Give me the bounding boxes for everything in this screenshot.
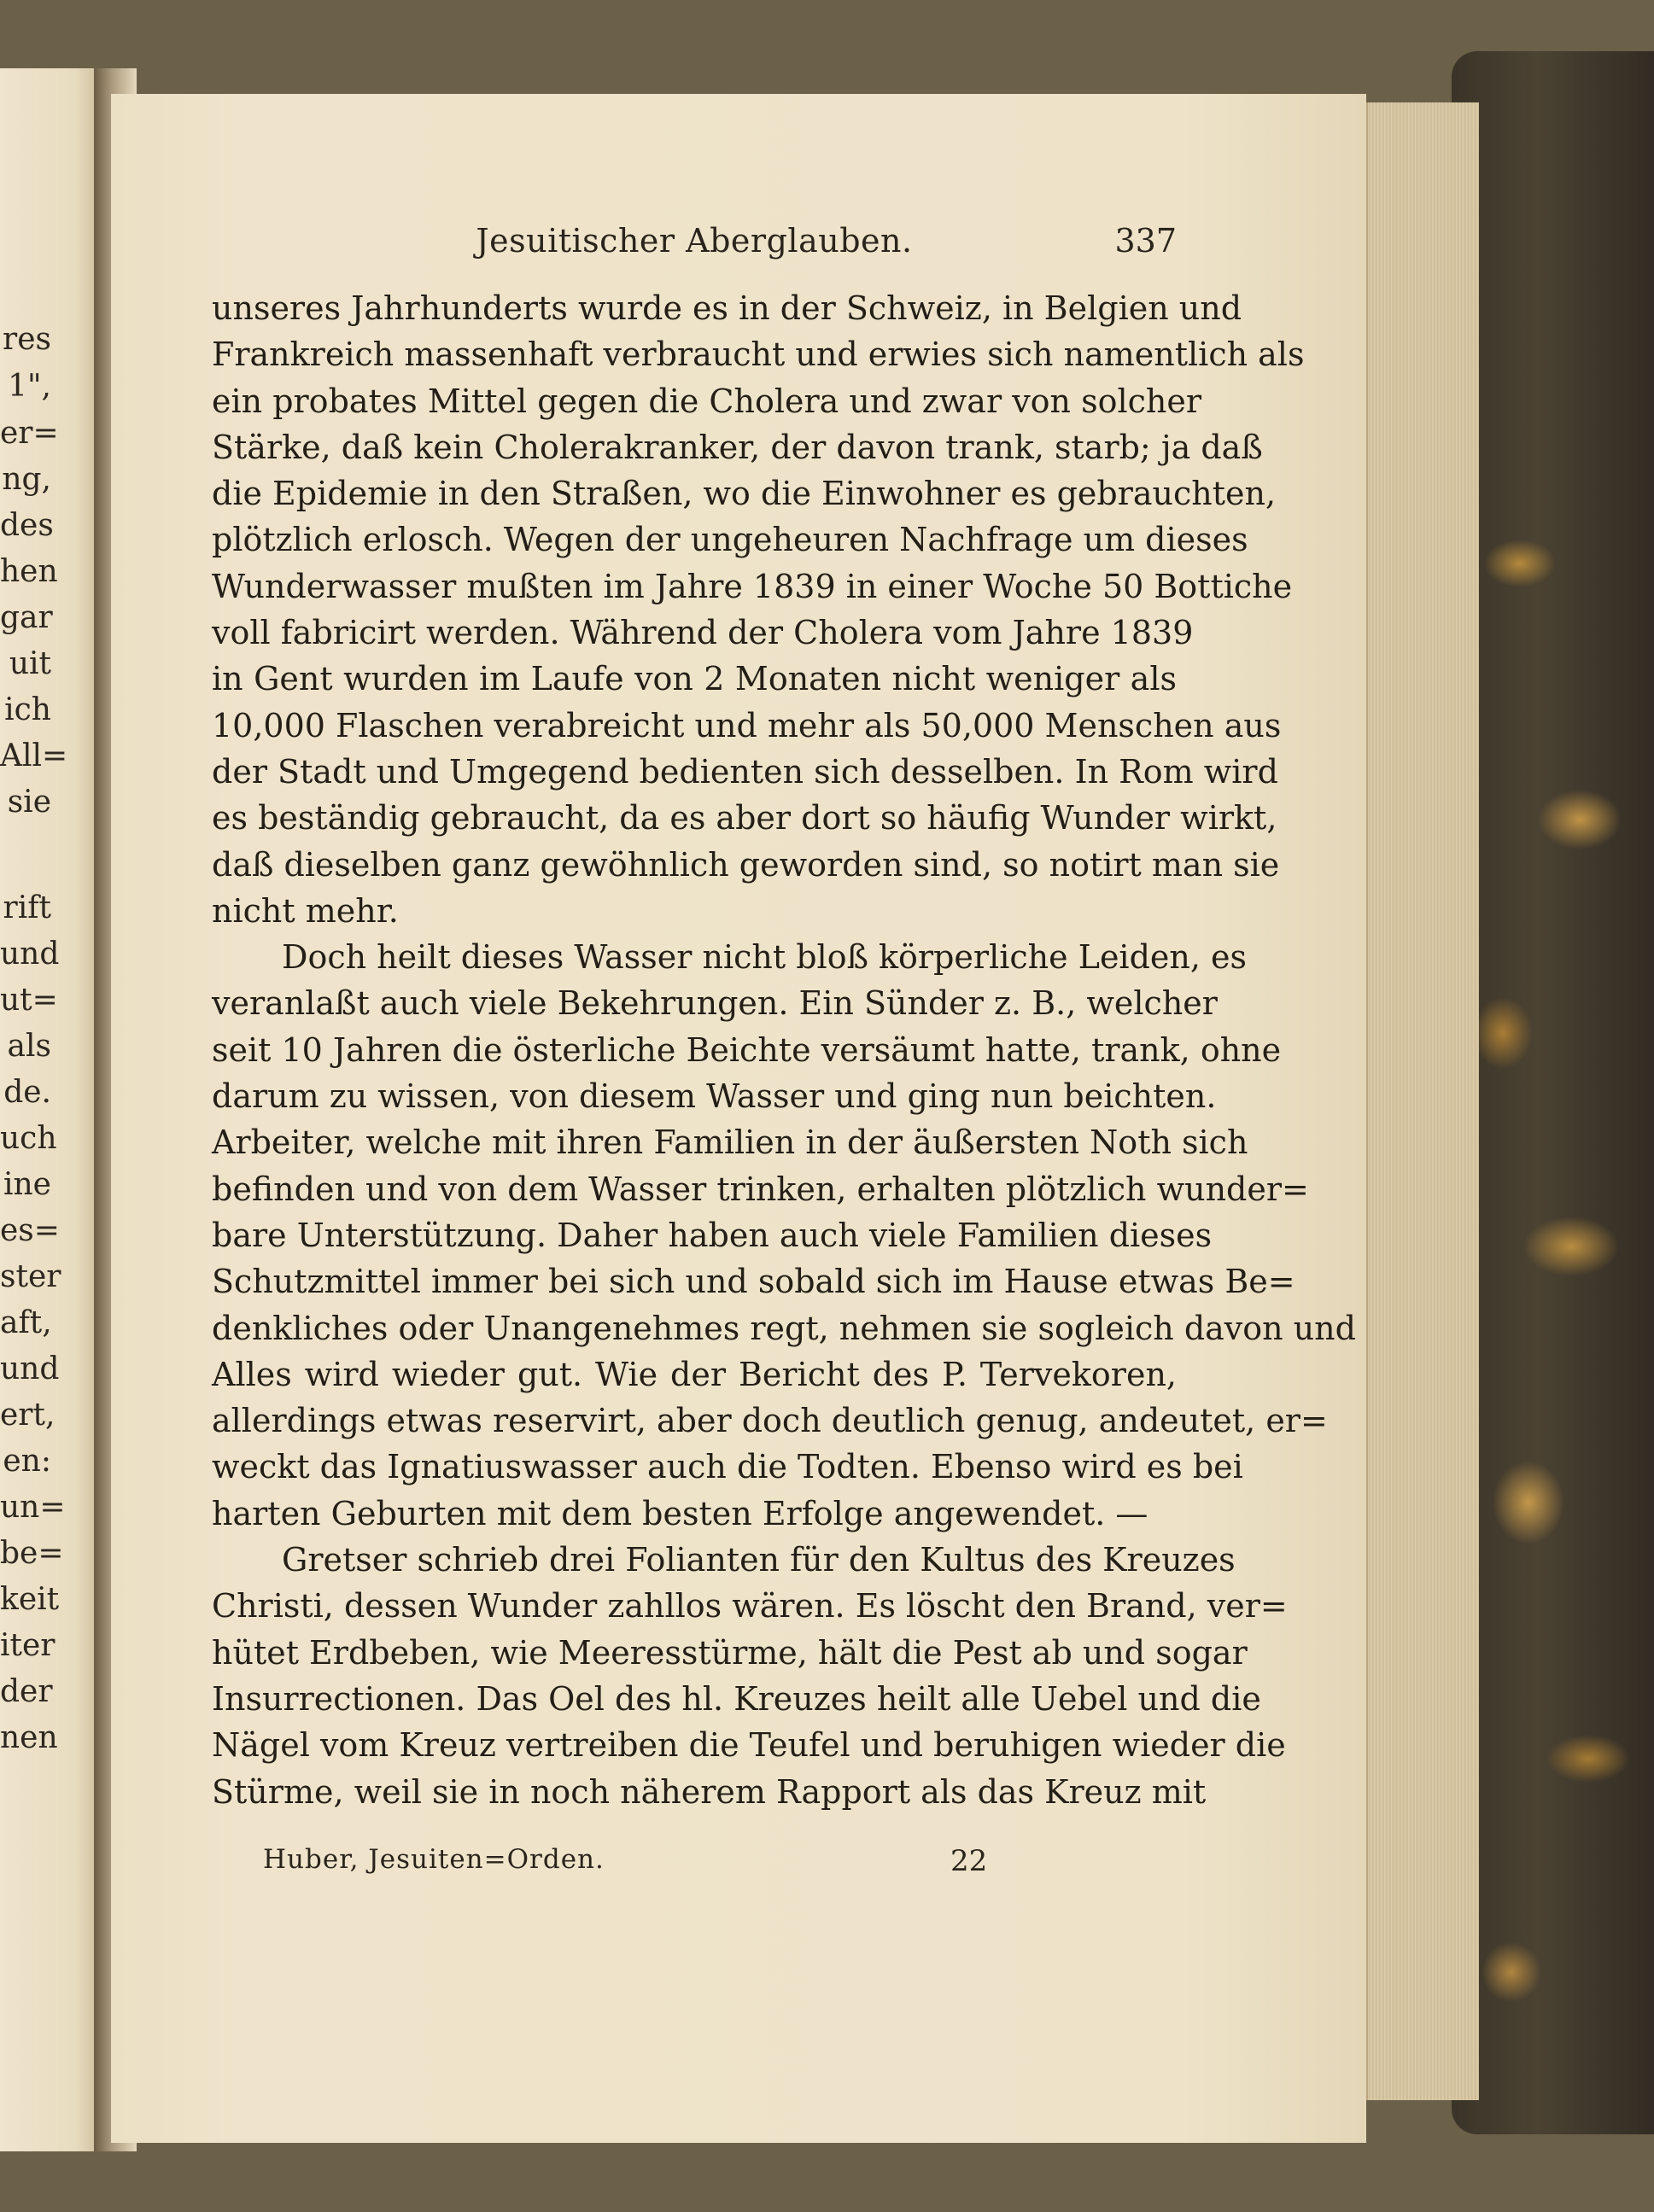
left-page-fragment: er=: [0, 416, 59, 451]
left-page-fragment: res: [3, 322, 51, 357]
text-line: befinden und von dem Wasser trinken, erhalten plötzlich wunder=: [212, 1170, 1309, 1208]
text-line: daß dieselben ganz gewöhnlich geworden sind, so notirt man sie: [212, 845, 1280, 884]
text-line: Stürme, weil sie in noch näherem Rapport als das Kreuz mit: [212, 1772, 1207, 1811]
left-page-fragment: gar: [0, 600, 53, 635]
left-page-fragment: sie: [7, 785, 51, 820]
text-line: harten Geburten mit dem besten Erfolge angewendet. —: [212, 1494, 1148, 1532]
left-page-fragment: ine: [3, 1167, 51, 1202]
text-line: plötzlich erlosch. Wegen der ungeheuren Nachfrage um dieses: [212, 521, 1248, 559]
text-line: Stärke, daß kein Cholerakranker, der davon trank, starb; ja daß: [212, 428, 1263, 466]
left-page-fragment: und: [0, 1351, 60, 1386]
left-page-fragment: de.: [3, 1075, 51, 1110]
left-page-fragment: iter: [0, 1628, 56, 1663]
left-page-fragment: ert,: [0, 1398, 56, 1433]
left-page-fragment: ich: [4, 692, 51, 727]
text-line: Alles wird wieder gut. Wie der Bericht des P. Tervekoren,: [212, 1355, 1177, 1393]
left-page-fragment: und: [0, 937, 60, 972]
page-footer: [212, 1844, 1177, 1887]
left-page-fragment: es=: [0, 1213, 60, 1248]
left-page-fragment: keit: [0, 1582, 60, 1617]
text-line: in Gent wurden im Laufe von 2 Monaten nicht weniger als: [212, 660, 1177, 698]
running-head: Jesuitischer Aberglauben.: [476, 222, 913, 260]
text-line: bare Unterstützung. Daher haben auch viele Familien dieses: [212, 1216, 1213, 1254]
left-page-fragment: als: [7, 1029, 51, 1064]
text-line: nicht mehr.: [212, 891, 399, 930]
text-line: es beständig gebraucht, da es aber dort so häufig Wunder wirkt,: [212, 799, 1277, 838]
left-page-fragment: rift: [3, 890, 51, 925]
text-line: Arbeiter, welche mit ihren Familien in der äußersten Noth sich: [212, 1124, 1248, 1162]
text-line: ein probates Mittel gegen die Cholera und zwar von solcher: [212, 382, 1202, 420]
marbled-cover: [1452, 51, 1654, 2134]
text-line: seit 10 Jahren die österliche Beichte versäumt hatte, trank, ohne: [212, 1030, 1282, 1069]
footer-author-title: Huber, Jesuiten=Orden.: [263, 1844, 605, 1875]
left-page-fragment: aft,: [0, 1305, 52, 1340]
text-line: Insurrectionen. Das Oel des hl. Kreuzes heilt alle Uebel und die: [212, 1679, 1261, 1718]
text-line: denkliches oder Unangenehmes regt, nehmen sie sogleich davon und: [212, 1309, 1356, 1347]
left-page-fragment: uit: [9, 646, 51, 681]
left-page-fragment: en:: [3, 1444, 51, 1479]
page-number: 337: [1114, 222, 1177, 260]
text-line: Gretser schrieb drei Folianten für den Kultus des Kreuzes: [282, 1541, 1236, 1579]
text-line: Frankreich massenhaft verbraucht und erwies sich namentlich als: [212, 336, 1305, 374]
page-block-edges: [1366, 102, 1479, 2100]
left-page: [0, 68, 107, 2151]
left-page-fragment: ng,: [2, 462, 51, 497]
text-line: Christi, dessen Wunder zahllos wären. Es löscht den Brand, ver=: [212, 1587, 1288, 1625]
text-line: Schutzmittel immer bei sich und sobald sich im Hause etwas Be=: [212, 1263, 1295, 1301]
left-page-fragment: hen: [0, 554, 58, 589]
text-line: Doch heilt dieses Wasser nicht bloß körperliche Leiden, es: [282, 938, 1248, 977]
text-line: der Stadt und Umgegend bedienten sich desselben. In Rom wird: [212, 752, 1278, 791]
left-page-fragment: All=: [0, 738, 68, 773]
text-line: voll fabricirt werden. Während der Cholera vom Jahre 1839: [212, 614, 1194, 652]
text-line: Nägel vom Kreuz vertreiben die Teufel und beruhigen wieder die: [212, 1726, 1286, 1765]
left-page-fragment: 1",: [8, 369, 51, 404]
text-line: 10,000 Flaschen verabreicht und mehr als 50,000 Menschen aus: [212, 706, 1282, 744]
left-page-fragment: ut=: [0, 983, 58, 1018]
left-page-fragment: nen: [0, 1720, 58, 1755]
page-header: [212, 222, 1177, 273]
text-line: hütet Erdbeben, wie Meeresstürme, hält die Pest ab und sogar: [212, 1633, 1248, 1672]
text-line: Wunderwasser mußten im Jahre 1839 in einer Woche 50 Bottiche: [212, 567, 1293, 605]
text-line: unseres Jahrhunderts wurde es in der Schweiz, in Belgien und: [212, 289, 1242, 327]
text-line: weckt das Ignatiuswasser auch die Todten. Ebenso wird es bei: [212, 1448, 1243, 1486]
left-page-fragment: ster: [0, 1259, 61, 1294]
signature-mark: 22: [950, 1844, 988, 1878]
left-page-fragment: be=: [0, 1536, 64, 1571]
text-line: veranlaßt auch viele Bekehrungen. Ein Sünder z. B., welcher: [212, 984, 1218, 1023]
left-page-fragment: uch: [0, 1121, 57, 1156]
body-text: [212, 285, 1356, 1815]
text-line: die Epidemie in den Straßen, wo die Einwohner es gebrauchten,: [212, 475, 1277, 513]
left-page-fragment: der: [0, 1674, 53, 1709]
text-line: allerdings etwas reservirt, aber doch deutlich genug, andeutet, er=: [212, 1402, 1328, 1440]
left-page-fragment: un=: [0, 1490, 66, 1525]
text-line: darum zu wissen, von diesem Wasser und ging nun beichten.: [212, 1077, 1217, 1116]
left-page-fragment: des: [0, 508, 54, 543]
